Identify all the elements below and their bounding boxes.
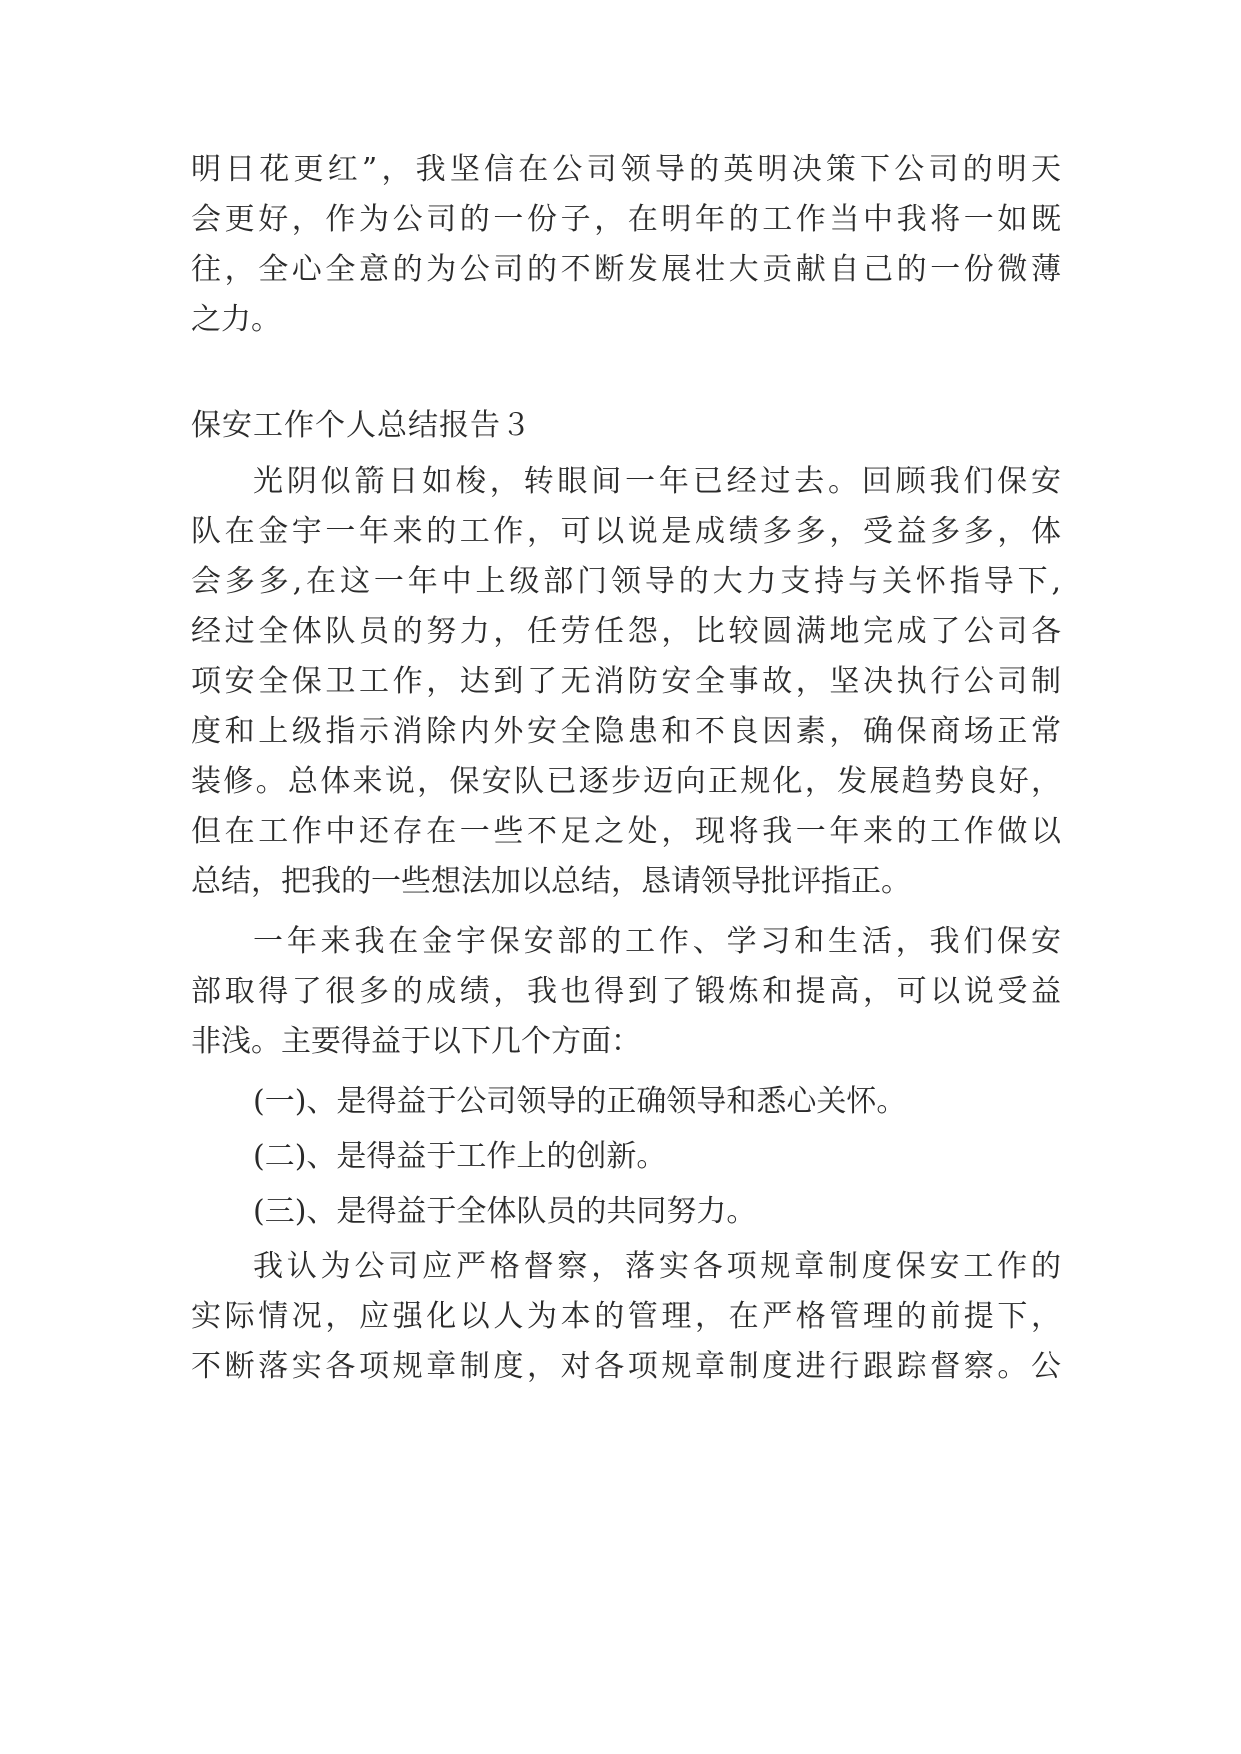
- intro-line-4: 之力。: [191, 302, 281, 337]
- paragraph1-line-2: 队在金宇一年来的工作，可以说是成绩多多，受益多多，体: [191, 514, 1061, 549]
- paragraph3-line-1: 我认为公司应严格督察，落实各项规章制度保安工作的: [253, 1249, 1061, 1284]
- list-item-2: (二)、是得益于工作上的创新。: [253, 1139, 667, 1174]
- section-title: 保安工作个人总结报告３: [191, 408, 532, 443]
- paragraph1-line-1: 光阴似箭日如梭，转眼间一年已经过去。回顾我们保安: [253, 464, 1061, 499]
- paragraph1-line-5: 项安全保卫工作，达到了无消防安全事故，坚决执行公司制: [191, 664, 1061, 699]
- intro-line-1: 明日花更红”，我坚信在公司领导的英明决策下公司的明天: [191, 152, 1061, 187]
- intro-line-2: 会更好，作为公司的一份子，在明年的工作当中我将一如既: [191, 202, 1061, 237]
- list-item-1: (一)、是得益于公司领导的正确领导和悉心关怀。: [253, 1084, 907, 1119]
- list-item-3: (三)、是得益于全体队员的共同努力。: [253, 1194, 757, 1229]
- paragraph1-line-8: 但在工作中还存在一些不足之处，现将我一年来的工作做以: [191, 814, 1061, 849]
- paragraph1-line-4: 经过全体队员的努力，任劳任怨，比较圆满地完成了公司各: [191, 614, 1061, 649]
- paragraph1-line-9: 总结，把我的一些想法加以总结，恳请领导批评指正。: [191, 864, 911, 899]
- paragraph2-line-2: 部取得了很多的成绩，我也得到了锻炼和提高，可以说受益: [191, 974, 1061, 1009]
- paragraph1-line-6: 度和上级指示消除内外安全隐患和不良因素，确保商场正常: [191, 714, 1061, 749]
- intro-line-3: 往，全心全意的为公司的不断发展壮大贡献自己的一份微薄: [191, 252, 1061, 287]
- paragraph3-line-3: 不断落实各项规章制度，对各项规章制度进行跟踪督察。公: [191, 1349, 1061, 1384]
- paragraph1-line-3: 会多多,在这一年中上级部门领导的大力支持与关怀指导下,: [191, 564, 1061, 599]
- paragraph2-line-1: 一年来我在金宇保安部的工作、学习和生活，我们保安: [253, 924, 1061, 959]
- paragraph1-line-7: 装修。总体来说，保安队已逐步迈向正规化，发展趋势良好，: [191, 764, 1061, 799]
- paragraph2-line-3: 非浅。主要得益于以下几个方面：: [191, 1024, 641, 1059]
- paragraph3-line-2: 实际情况，应强化以人为本的管理，在严格管理的前提下，: [191, 1299, 1061, 1334]
